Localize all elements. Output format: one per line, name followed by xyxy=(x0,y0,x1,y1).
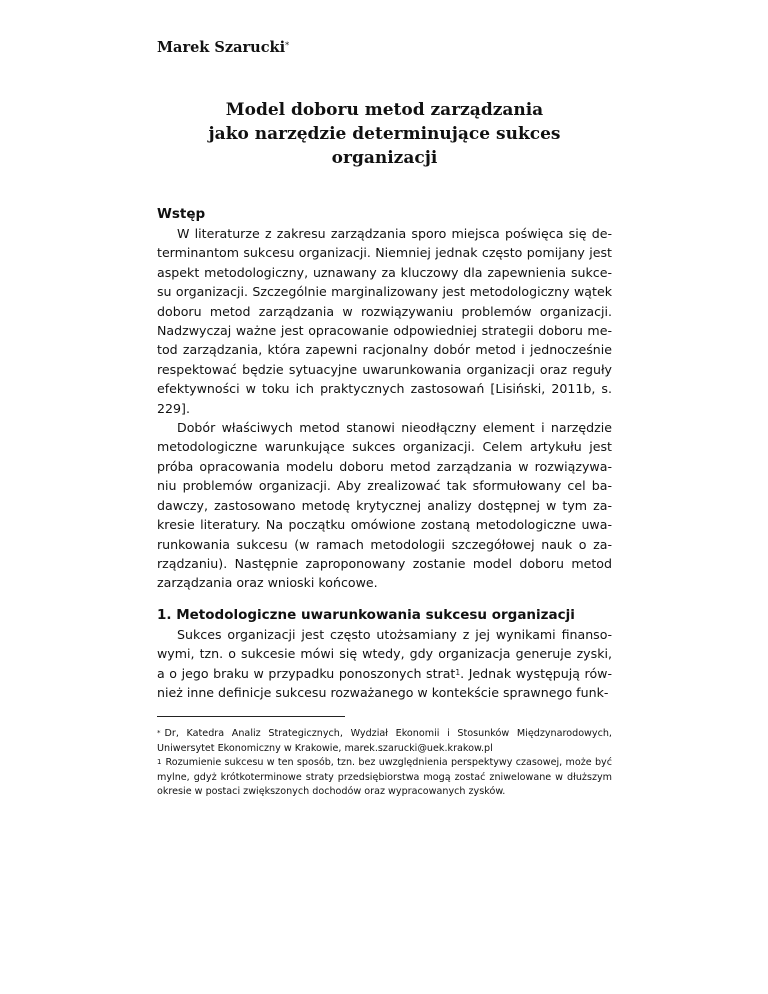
title-line-1: Model doboru metod zarządzania xyxy=(225,100,544,120)
footnote-divider xyxy=(157,716,345,717)
footnote-author-mark: * xyxy=(157,729,161,738)
section-1-paragraph-1 xyxy=(157,625,612,703)
footnote-1 xyxy=(157,756,612,800)
author-name xyxy=(157,38,612,58)
intro-paragraph-1: W literaturze z zakresu zarządzania sporo miejsca poświęca się determinantom sukcesu organizacji. Niemniej jednak często pomijany jest aspekt metodologiczny, uznawany za kluczowy dla zapewnienia sukcesu organizacji. Szczególnie marginalizowany jest metodologiczny wątek doboru metod zarządzania w rozwiązywaniu problemów organizacji. Nadzwyczaj ważne jest opracowanie odpowiedniej strategii doboru metod zarządzania, która zapewni racjonalny dobór metod i jednocześnie respektować będzie sytuacyjne uwarunkowania organizacji oraz reguły efektywności w toku ich praktycznych zastosowań [Lisiński, 2011b, s. 229]. xyxy=(157,226,612,416)
section-1-heading: 1. Metodologiczne uwarunkowania sukcesu organizacji xyxy=(157,606,575,623)
footnote-author xyxy=(157,727,612,756)
section-1-text-after: . Jednak występują również inne definicje sukcesu rozważanego w kontekście sprawnego funk- xyxy=(157,665,612,700)
intro-paragraph-2: Dobór właściwych metod stanowi nieodłączny element i narzędzie metodologiczne warunkujące sukces organizacji. Celem artykułu jest próba opracowania modelu doboru metod zarządzania w rozwiązywaniu problemów organizacji. Aby zrealizować tak sformułowany cel badawczy, zastosowano metodę krytycznej analizy dostępnej w tym zakresie literatury. Na początku omówione zostaną metodologiczne uwarunkowania sukcesu (w ramach metodologii szczegółowej nauk o zarządzaniu). Następnie zaproponowany zostanie model doboru metod zarządzania oraz wnioski końcowe. xyxy=(157,420,612,591)
footnote-1-mark: 1 xyxy=(157,758,162,767)
document-page xyxy=(157,38,612,800)
intro-heading: Wstęp xyxy=(157,206,206,222)
footnote-author-text: Dr, Katedra Analiz Strategicznych, Wydział Ekonomii i Stosunków Międzynarodowych, Uniwersytet Ekonomiczny w Krakowie, marek.szarucki@uek.krakow.pl xyxy=(157,728,612,754)
footnote-1-text: Rozumienie sukcesu w ten sposób, tzn. bez uwzględnienia perspektywy czasowej, może być mylne, gdyż krótkoterminowe straty przedsiębiorstwa mogą zostać zniwelowane w dłuższym okresie w postaci zwiększonych dochodów oraz wypracowanych zysków. xyxy=(157,757,612,798)
footnote-ref-1: 1 xyxy=(455,667,461,677)
article-title xyxy=(157,98,612,170)
section-1-text-before: Sukces organizacji jest często utożsamiany z jej wynikami finansowymi, tzn. o sukcesie mówi się wtedy, gdy organizacja generuje zyski, a o jego braku w przypadku ponoszonych strat xyxy=(157,626,612,681)
author-footnote-mark: * xyxy=(285,41,290,50)
title-line-2: jako narzędzie determinujące sukces organizacji xyxy=(208,124,561,168)
author-name-text: Marek Szarucki xyxy=(157,39,286,56)
